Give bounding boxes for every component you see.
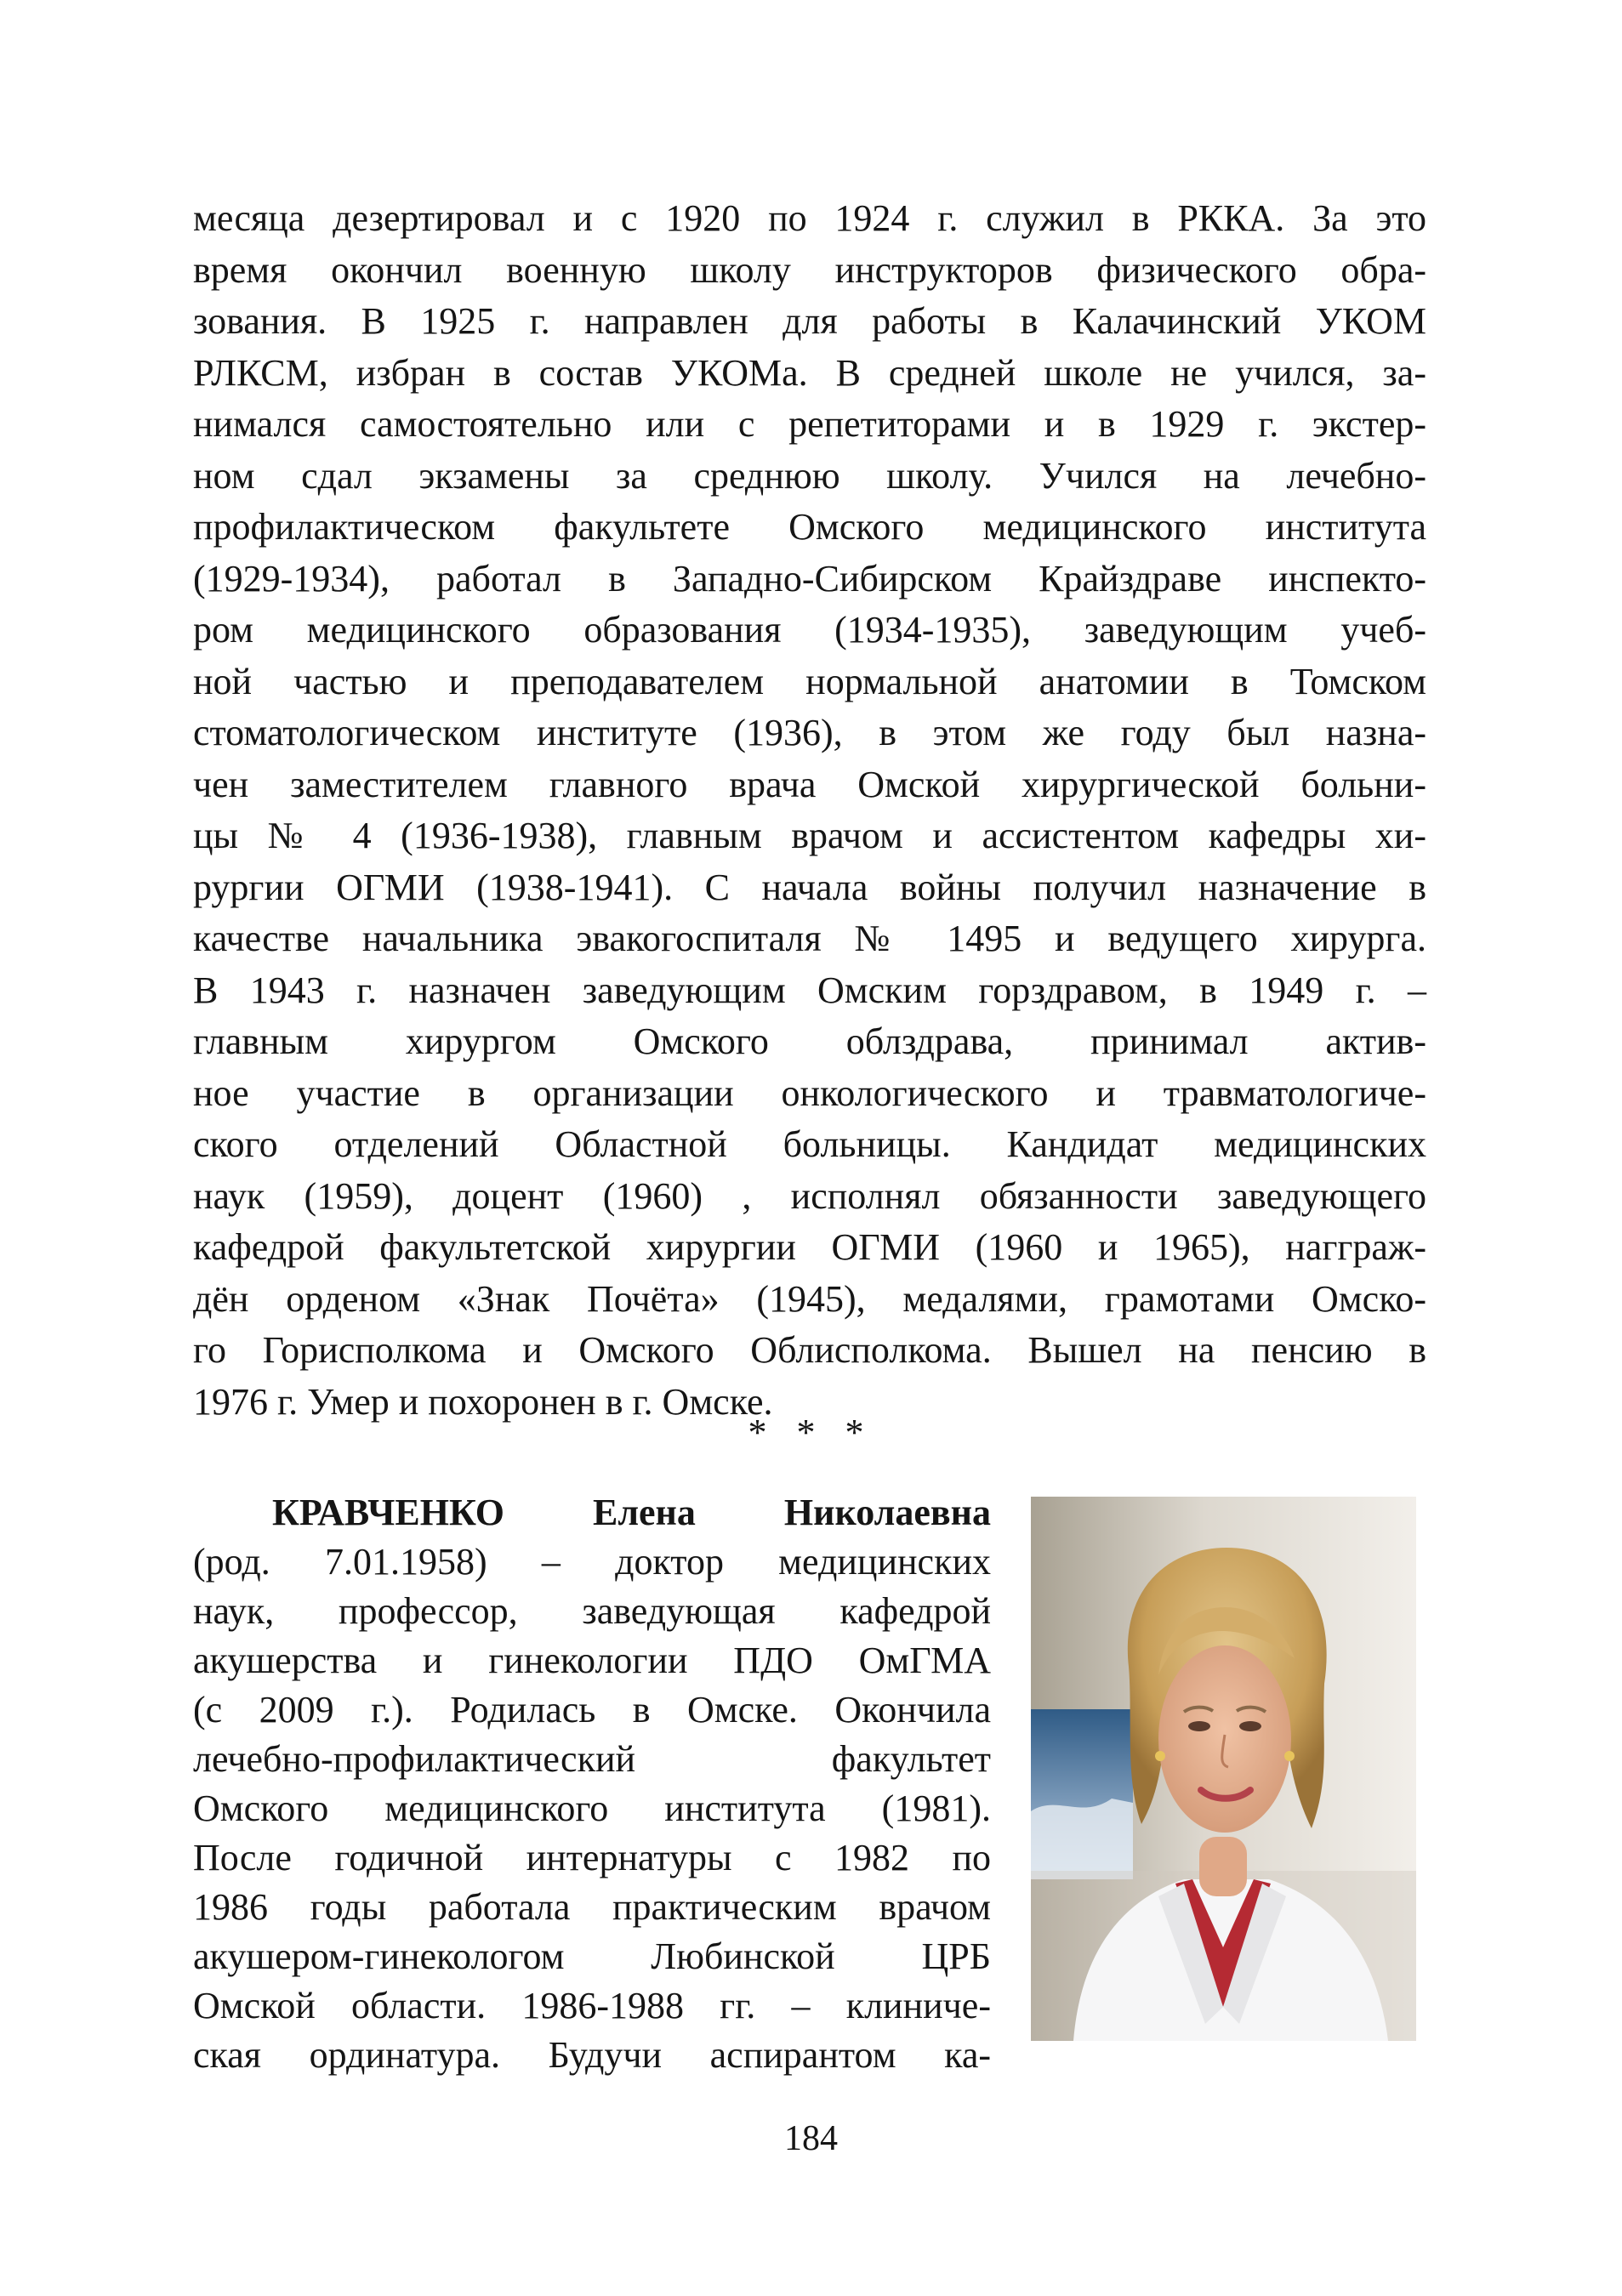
text-line: ского отделений Областной больницы. Кандидат медицинских [193,1123,1426,1165]
text-line: наук (1959), доцент (1960) , исполнял обязанности заведующего [193,1175,1426,1217]
bio-line: (с 2009 г.). Родилась в Омске. Окончила [193,1689,991,1731]
bio-line: (род. 7.01.1958) – доктор медицинских [193,1541,991,1583]
bio-line: Омского медицинского института (1981). [193,1787,991,1829]
bio-line: наук, профессор, заведующая кафедрой [193,1590,991,1632]
text-line: профилактическом факультете Омского медицинского института [193,506,1426,548]
bio-line: лечебно-профилактический факультет [193,1738,991,1780]
text-line: В 1943 г. назначен заведующим Омским горздравом, в 1949 г. – [193,969,1426,1011]
text-line: ром медицинского образования (1934-1935), заведующим учеб- [193,609,1426,651]
portrait-illustration [1031,1497,1416,2041]
text-line: кафедрой факультетской хирургии ОГМИ (1960 и 1965), нагграж- [193,1226,1426,1268]
text-line: зования. В 1925 г. направлен для работы в Калачинский УКОМ [193,300,1426,342]
text-line: 1976 г. Умер и похоронен в г. Омске. [193,1381,773,1423]
text-line: месяца дезертировал и с 1920 по 1924 г. служил в РККА. За это [193,197,1426,239]
text-line: (1929-1934), работал в Западно-Сибирском Крайздраве инспекто- [193,558,1426,600]
text-line: чен заместителем главного врача Омской хирургической больни- [193,764,1426,805]
bio-line: Омской области. 1986-1988 гг. – клиниче- [193,1985,991,2026]
text-line: РЛКСМ, избран в состав УКОМа. В средней школе не учился, за- [193,352,1426,394]
page-number: 184 [784,2119,838,2158]
text-line: ное участие в организации онкологического и травматологиче- [193,1072,1426,1114]
portrait-photo [1031,1497,1416,2041]
text-line: цы № 4 (1936-1938), главным врачом и ассистентом кафедры хи- [193,815,1426,856]
text-line: дён орденом «Знак Почёта» (1945), медалями, грамотами Омско- [193,1278,1426,1320]
text-line: главным хирургом Омского облздрава, принимал актив- [193,1020,1426,1062]
text-line: ном сдал экзамены за среднюю школу. Учился на лечебно- [193,455,1426,497]
text-line: качестве начальника эвакогоспиталя № 1495 и ведущего хирурга. [193,918,1426,959]
bio-line: После годичной интернатуры с 1982 по [193,1837,991,1878]
bio-line: акушером-гинекологом Любинской ЦРБ [193,1935,991,1977]
bio-line: ская ординатура. Будучи аспирантом ка- [193,2034,991,2076]
text-line: рургии ОГМИ (1938-1941). С начала войны получил назначение в [193,867,1426,908]
bio-line: 1986 годы работала практическим врачом [193,1886,991,1928]
bio-name-heading: КРАВЧЕНКО Елена Николаевна [272,1492,991,1533]
text-line: время окончил военную школу инструкторов физического обра- [193,249,1426,291]
text-line: ной частью и преподавателем нормальной анатомии в Томском [193,661,1426,702]
bio-line: акушерства и гинекологии ПДО ОмГМА [193,1640,991,1681]
text-line: стоматологическом институте (1936), в этом же году был назна- [193,712,1426,753]
text-line: нимался самостоятельно или с репетиторами и в 1929 г. экстер- [193,403,1426,445]
section-separator: * * * [748,1412,874,1453]
text-line: го Горисполкома и Омского Облисполкома. Вышел на пенсию в [193,1329,1426,1371]
